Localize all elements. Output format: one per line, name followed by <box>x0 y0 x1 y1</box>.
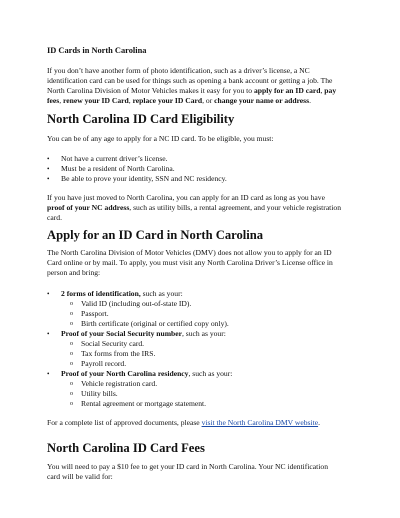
apply-id-card-link[interactable]: apply for an ID card <box>253 86 321 95</box>
fees-line: card will be valid for: <box>47 472 113 481</box>
documents-list-lead: For a complete list of approved documents, please <box>47 418 202 427</box>
list-item <box>47 369 367 379</box>
document-title: ID Cards in North Carolina <box>47 46 147 55</box>
sub-list-item: o Payroll record. <box>47 359 367 369</box>
item-text: such as your: <box>140 289 183 298</box>
note-line: card. <box>47 213 62 222</box>
item-text: , such as your: <box>188 369 233 378</box>
change-name-address-link[interactable]: change your name or address <box>214 96 310 105</box>
list-item: • Not have a current driver’s license. <box>47 154 367 164</box>
sub-list-item: o Vehicle registration card. <box>47 379 367 389</box>
fees-paragraph <box>47 462 367 482</box>
item-bold: 2 forms of identification, <box>61 289 141 298</box>
list-item: • Must be a resident of North Carolina. <box>47 164 367 174</box>
item-bold: Proof of your Social Security number <box>61 329 182 338</box>
apply-paragraph <box>47 248 367 278</box>
renew-id-card-link[interactable]: renew your ID Card <box>63 96 129 105</box>
intro-text: , <box>320 86 325 95</box>
eligibility-text: You can be of any age to apply for a NC ID card. To be eligible, you must: <box>47 134 274 143</box>
required-documents-list <box>47 289 367 409</box>
intro-line: identification card can be used for things such as opening a bank account or getting a job. The <box>47 76 333 85</box>
sub-list-item: o Passport. <box>47 309 367 319</box>
intro-text: North Carolina Division of Motor Vehicles makes it easy for you to <box>47 86 254 95</box>
apply-heading: Apply for an ID Card in North Carolina <box>47 228 264 242</box>
eligibility-heading: North Carolina ID Card Eligibility <box>47 112 235 126</box>
apply-line: The North Carolina Division of Motor Vehicles (DMV) does not allow you to apply for an ID <box>47 248 332 257</box>
intro-line: If you don’t have another form of photo identification, such as a driver’s license, a NC <box>47 66 310 75</box>
fees-heading: North Carolina ID Card Fees <box>47 441 205 455</box>
pay-fees-link[interactable]: fees <box>47 96 60 105</box>
sub-list-item: o Valid ID (including out-of-state ID). <box>47 299 367 309</box>
note-line: If you have just moved to North Carolina, you can apply for an ID card as long as you have <box>47 193 325 202</box>
dmv-website-link[interactable]: visit the North Carolina DMV website <box>201 418 319 427</box>
intro-text: , <box>128 96 133 105</box>
documents-list-text <box>47 418 367 428</box>
list-item <box>47 289 367 299</box>
list-item <box>47 329 367 339</box>
item-text: , such as your: <box>182 329 226 338</box>
sub-list-item: o Tax forms from the IRS. <box>47 349 367 359</box>
note-line <box>47 203 367 213</box>
intro-paragraph <box>47 66 367 106</box>
apply-line: person and bring: <box>47 268 101 277</box>
sub-list-item: o Utility bills. <box>47 389 367 399</box>
note-text: , such as utility bills, a rental agreement, and your vehicle registration <box>129 203 341 212</box>
eligibility-list <box>47 154 367 184</box>
intro-line <box>47 96 367 106</box>
sub-list-item: o Birth certificate (original or certified copy only). <box>47 319 367 329</box>
proof-of-address-emphasis: proof of your NC address <box>47 203 130 212</box>
intro-line <box>47 86 367 96</box>
eligibility-note <box>47 193 367 223</box>
intro-text: . <box>309 96 311 105</box>
replace-id-card-link[interactable]: replace your ID Card <box>132 96 203 105</box>
item-bold: Proof of your North Carolina residency <box>61 369 189 378</box>
sub-list-item: o Social Security card. <box>47 339 367 349</box>
documents-list-end: . <box>318 418 320 427</box>
sub-list-item: o Rental agreement or mortgage statement. <box>47 399 367 409</box>
fees-line: You will need to pay a $10 fee to get your ID card in North Carolina. Your NC identification <box>47 462 328 471</box>
apply-line: Card online or by mail. To apply, you must visit any North Carolina Driver’s License office in <box>47 258 333 267</box>
pay-fees-link[interactable]: pay <box>324 86 337 95</box>
list-item: • Be able to prove your identity, SSN and NC residency. <box>47 174 367 184</box>
intro-text: , or <box>202 96 215 105</box>
intro-text: , <box>59 96 64 105</box>
